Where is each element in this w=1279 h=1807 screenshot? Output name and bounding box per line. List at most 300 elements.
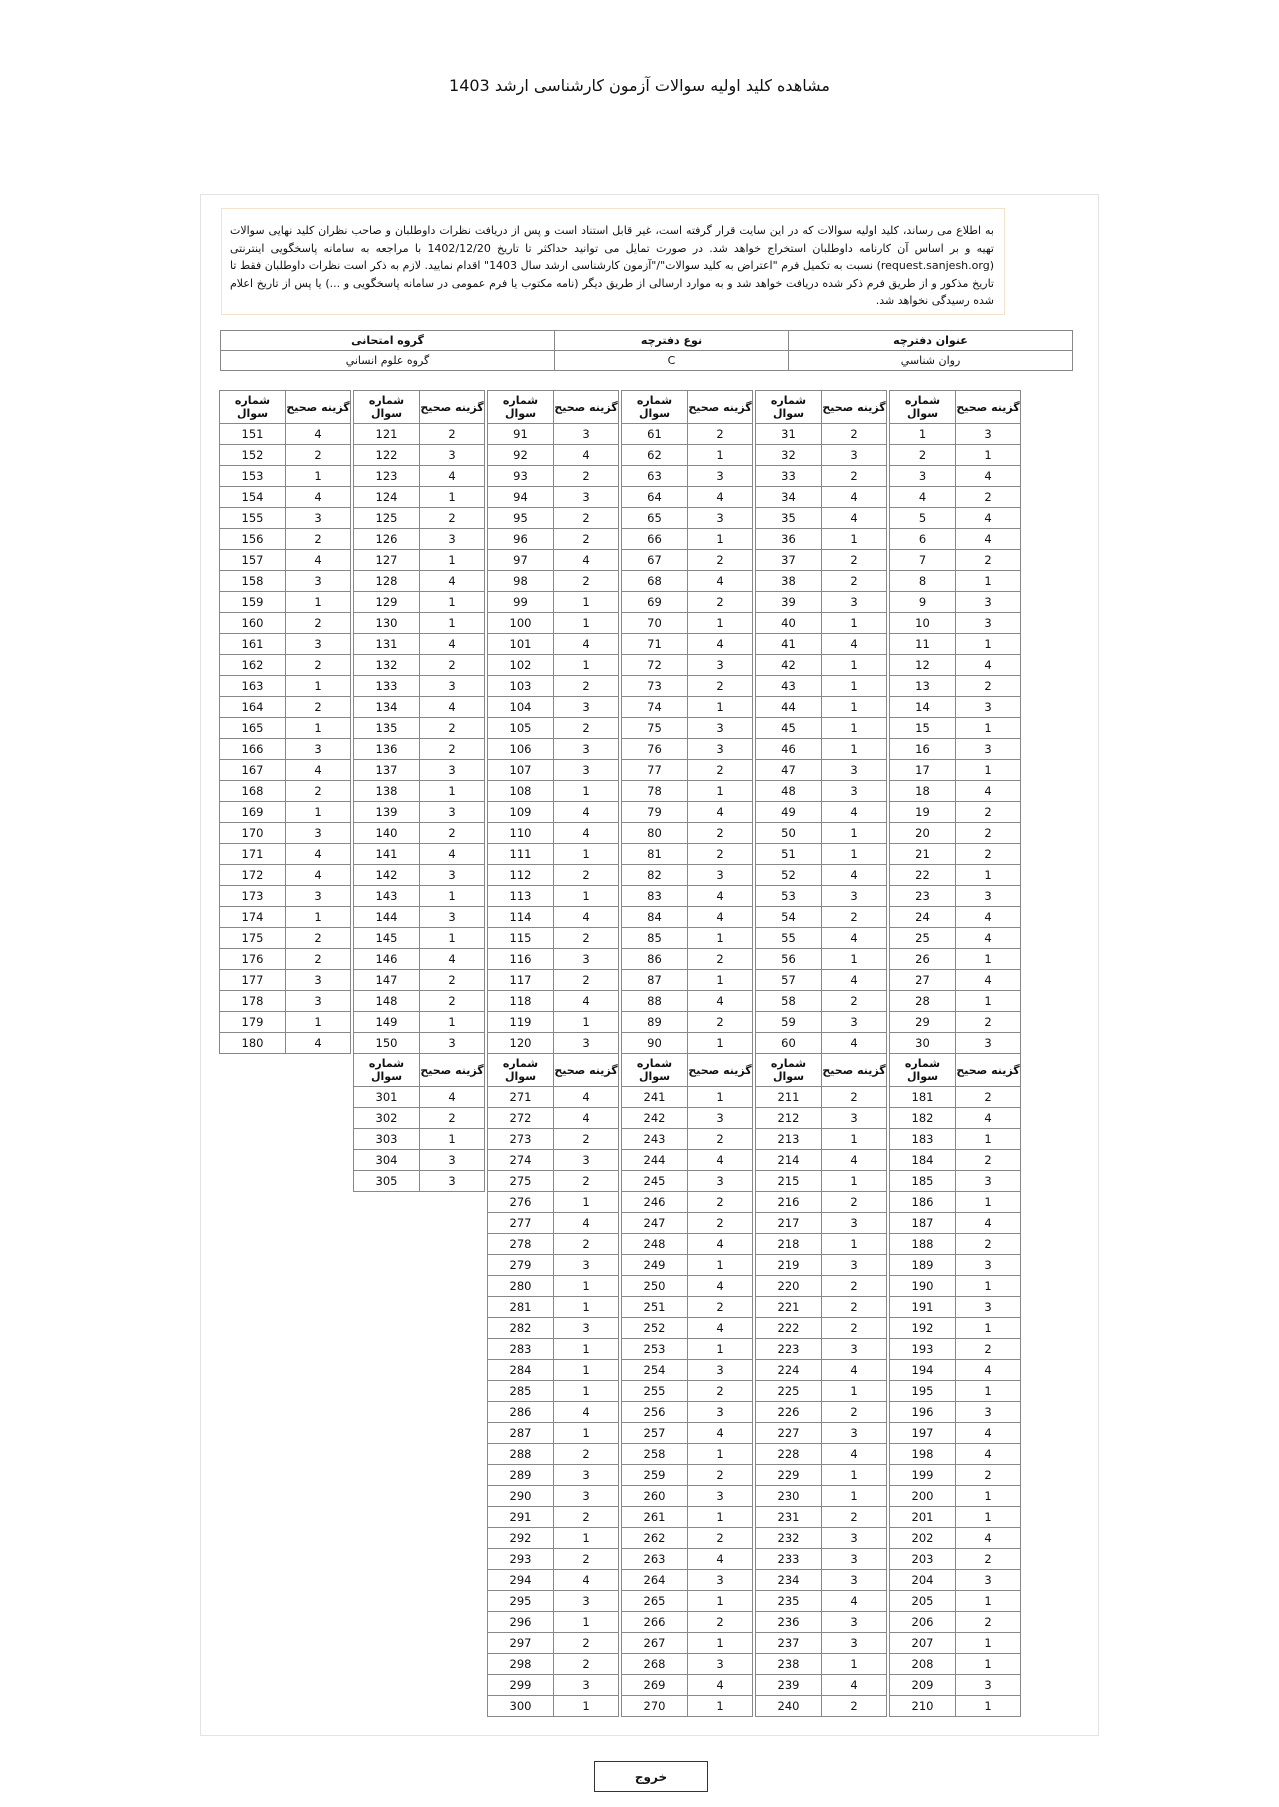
answer-key-row <box>354 571 485 592</box>
answer-key-row <box>488 445 619 466</box>
correct-answer-cell: 3 <box>822 445 887 466</box>
correct-answer-cell: 3 <box>554 424 619 445</box>
correct-answer-cell: 2 <box>286 655 351 676</box>
correct-answer-cell: 4 <box>956 1108 1021 1129</box>
answer-key-row <box>488 1171 619 1192</box>
question-number-cell: 130 <box>354 613 420 634</box>
answer-key-row <box>756 1360 887 1381</box>
question-number-cell: 58 <box>756 991 822 1012</box>
correct-answer-cell: 4 <box>822 1033 887 1054</box>
question-number-cell: 304 <box>354 1150 420 1171</box>
answer-key-row <box>622 1423 753 1444</box>
question-number-cell: 26 <box>890 949 956 970</box>
question-number-cell: 14 <box>890 697 956 718</box>
question-number-cell: 80 <box>622 823 688 844</box>
answer-key-row <box>890 634 1021 655</box>
correct-answer-cell: 4 <box>688 1318 753 1339</box>
question-number-cell: 51 <box>756 844 822 865</box>
question-number-cell: 175 <box>220 928 286 949</box>
answer-key-row <box>622 1276 753 1297</box>
answer-key-row <box>622 760 753 781</box>
correct-answer-cell: 3 <box>822 1549 887 1570</box>
answer-key-row <box>488 823 619 844</box>
question-number-cell: 274 <box>488 1150 554 1171</box>
answer-key-row <box>354 655 485 676</box>
question-number-cell: 210 <box>890 1696 956 1717</box>
answer-key-row <box>890 550 1021 571</box>
answer-key-row <box>354 823 485 844</box>
correct-answer-cell: 2 <box>688 949 753 970</box>
answer-key-row <box>488 1297 619 1318</box>
answer-key-row <box>622 445 753 466</box>
answer-key-row <box>220 550 351 571</box>
answer-key-row <box>622 1696 753 1717</box>
question-number-cell: 8 <box>890 571 956 592</box>
question-number-cell: 242 <box>622 1108 688 1129</box>
correct-answer-cell: 2 <box>822 1507 887 1528</box>
correct-answer-cell: 1 <box>554 844 619 865</box>
answer-key-row <box>488 1033 619 1054</box>
question-number-cell: 288 <box>488 1444 554 1465</box>
answer-key-row <box>488 844 619 865</box>
question-number-cell: 164 <box>220 697 286 718</box>
question-number-cell: 73 <box>622 676 688 697</box>
answer-key-row <box>354 991 485 1012</box>
booklet-title-value: روان شناسي <box>789 351 1073 371</box>
answer-key-row <box>756 1654 887 1675</box>
correct-answer-cell: 1 <box>688 1633 753 1654</box>
correct-answer-cell: 4 <box>554 907 619 928</box>
answer-key-row <box>622 1087 753 1108</box>
question-number-cell: 232 <box>756 1528 822 1549</box>
question-number-column-header: شماره سوال <box>220 391 286 424</box>
correct-answer-cell: 2 <box>956 487 1021 508</box>
answer-key-row <box>890 1012 1021 1033</box>
question-number-cell: 262 <box>622 1528 688 1549</box>
answer-key-row <box>354 865 485 886</box>
question-number-cell: 124 <box>354 487 420 508</box>
question-number-cell: 75 <box>622 718 688 739</box>
question-number-cell: 167 <box>220 760 286 781</box>
question-number-cell: 77 <box>622 760 688 781</box>
question-number-cell: 169 <box>220 802 286 823</box>
correct-answer-cell: 1 <box>822 739 887 760</box>
question-number-cell: 194 <box>890 1360 956 1381</box>
question-number-cell: 87 <box>622 970 688 991</box>
correct-answer-cell: 2 <box>554 1549 619 1570</box>
correct-answer-cell: 3 <box>822 1012 887 1033</box>
answer-key-row <box>756 1108 887 1129</box>
question-number-cell: 115 <box>488 928 554 949</box>
answer-key-table <box>755 390 887 1054</box>
correct-answer-cell: 2 <box>956 550 1021 571</box>
correct-answer-cell: 2 <box>822 1318 887 1339</box>
booklet-info-value-row <box>221 351 1073 371</box>
answer-key-row <box>488 1570 619 1591</box>
answer-key-row <box>622 550 753 571</box>
question-number-cell: 3 <box>890 466 956 487</box>
answer-key-row <box>488 1675 619 1696</box>
answer-key-row <box>756 970 887 991</box>
correct-answer-cell: 1 <box>688 1339 753 1360</box>
correct-answer-cell: 1 <box>420 1129 485 1150</box>
booklet-title-header: عنوان دفترچه <box>789 331 1073 351</box>
question-number-cell: 2 <box>890 445 956 466</box>
answer-key-row <box>488 1612 619 1633</box>
answer-key-row <box>354 1012 485 1033</box>
answer-key-row <box>220 634 351 655</box>
correct-answer-cell: 4 <box>554 1087 619 1108</box>
answer-key-row <box>890 487 1021 508</box>
correct-answer-cell: 4 <box>956 508 1021 529</box>
question-number-cell: 179 <box>220 1012 286 1033</box>
correct-answer-cell: 3 <box>286 571 351 592</box>
correct-answer-cell: 3 <box>688 1486 753 1507</box>
question-number-cell: 159 <box>220 592 286 613</box>
correct-answer-cell: 4 <box>420 949 485 970</box>
question-number-cell: 11 <box>890 634 956 655</box>
correct-answer-cell: 2 <box>822 1192 887 1213</box>
answer-key-row <box>354 844 485 865</box>
correct-answer-cell: 4 <box>688 1549 753 1570</box>
question-number-cell: 128 <box>354 571 420 592</box>
answer-key-row <box>220 991 351 1012</box>
correct-answer-cell: 4 <box>688 886 753 907</box>
correct-answer-cell: 4 <box>286 865 351 886</box>
question-number-cell: 279 <box>488 1255 554 1276</box>
correct-answer-cell: 2 <box>956 1339 1021 1360</box>
answer-key-row <box>756 1171 887 1192</box>
correct-answer-cell: 2 <box>286 697 351 718</box>
answer-key-row <box>890 592 1021 613</box>
question-number-cell: 235 <box>756 1591 822 1612</box>
answer-key-row <box>890 1675 1021 1696</box>
correct-answer-cell: 1 <box>956 445 1021 466</box>
answer-key-row <box>488 1339 619 1360</box>
question-number-cell: 22 <box>890 865 956 886</box>
answer-key-row <box>220 823 351 844</box>
answer-key-row <box>890 991 1021 1012</box>
correct-answer-cell: 2 <box>822 550 887 571</box>
correct-answer-cell: 4 <box>688 1276 753 1297</box>
question-number-cell: 142 <box>354 865 420 886</box>
answer-key-row <box>756 991 887 1012</box>
question-number-cell: 133 <box>354 676 420 697</box>
answer-key-row <box>488 529 619 550</box>
correct-answer-cell: 4 <box>822 970 887 991</box>
answer-key-row <box>890 1360 1021 1381</box>
answer-key-row <box>756 1591 887 1612</box>
correct-answer-cell: 3 <box>688 1171 753 1192</box>
notice-box: به اطلاع می رساند، کلید اولیه سوالات که در این سایت قرار گرفته است، غیر قابل استناد است و پس از دریافت نظرات داوطلبان و صاحب نظران کلید نهایی سوالات تهیه و بر اساس آن کارنامه داوطلبان استخراج خواهد شد. در صورت تمایل می توانید حداکثر تا تاریخ 1402/12/20 با مراجعه به سامانه پاسخگویی اینترنتی (request.sanjesh.org) نسبت به تکمیل فرم "اعتراض به کلید سوالات"/"آزمون کارشناسی ارشد سال 1403" اقدام نمایید. لازم به ذکر است نظرات داوطلبان فقط تا تاریخ مذکور و از طریق فرم ذکر شده دریافت خواهد شد و به موارد ارسالی از طریق دیگر (نامه مکتوب یا فرم عمومی در سامانه پاسخگویی و ...) یا پس از تاریخ اعلام شده رسیدگی نخواهد شد. <box>221 208 1005 315</box>
correct-answer-cell: 4 <box>688 802 753 823</box>
answer-key-table <box>621 390 753 1054</box>
question-number-cell: 188 <box>890 1234 956 1255</box>
correct-answer-cell: 4 <box>286 424 351 445</box>
answer-key-row <box>622 1528 753 1549</box>
question-number-cell: 260 <box>622 1486 688 1507</box>
question-number-column-header: شماره سوال <box>756 1054 822 1087</box>
question-number-cell: 239 <box>756 1675 822 1696</box>
answer-key-row <box>488 1696 619 1717</box>
answer-key-row <box>756 1150 887 1171</box>
question-number-cell: 13 <box>890 676 956 697</box>
answer-key-row <box>756 1318 887 1339</box>
correct-answer-cell: 2 <box>688 1129 753 1150</box>
correct-answer-cell: 3 <box>286 991 351 1012</box>
question-number-cell: 126 <box>354 529 420 550</box>
answer-key-row <box>488 508 619 529</box>
answer-key-row <box>220 445 351 466</box>
correct-answer-cell: 1 <box>956 1633 1021 1654</box>
question-number-cell: 215 <box>756 1171 822 1192</box>
exam-group-header: گروه امتحانی <box>221 331 555 351</box>
correct-answer-cell: 3 <box>822 1528 887 1549</box>
answer-key-table <box>219 390 351 1054</box>
correct-answer-cell: 1 <box>956 1591 1021 1612</box>
question-number-cell: 191 <box>890 1297 956 1318</box>
question-number-cell: 214 <box>756 1150 822 1171</box>
answer-key-row <box>890 1255 1021 1276</box>
question-number-cell: 76 <box>622 739 688 760</box>
answer-key-row <box>488 1381 619 1402</box>
question-number-cell: 93 <box>488 466 554 487</box>
question-number-cell: 265 <box>622 1591 688 1612</box>
answer-key-row <box>488 424 619 445</box>
question-number-cell: 298 <box>488 1654 554 1675</box>
question-number-cell: 53 <box>756 886 822 907</box>
answer-key-row <box>756 844 887 865</box>
question-number-cell: 74 <box>622 697 688 718</box>
question-number-cell: 120 <box>488 1033 554 1054</box>
answer-key-table <box>889 390 1021 1054</box>
answer-key-row <box>622 781 753 802</box>
question-number-cell: 299 <box>488 1675 554 1696</box>
correct-answer-cell: 1 <box>688 781 753 802</box>
answer-key-row <box>622 1297 753 1318</box>
question-number-cell: 19 <box>890 802 956 823</box>
correct-answer-cell: 1 <box>554 1696 619 1717</box>
answer-key-row <box>622 1339 753 1360</box>
answer-key-row <box>622 529 753 550</box>
correct-answer-cell: 2 <box>688 1192 753 1213</box>
correct-answer-cell: 3 <box>822 760 887 781</box>
correct-answer-cell: 2 <box>956 1465 1021 1486</box>
correct-answer-cell: 4 <box>286 844 351 865</box>
correct-answer-cell: 3 <box>688 508 753 529</box>
correct-answer-cell: 4 <box>688 1150 753 1171</box>
question-number-cell: 108 <box>488 781 554 802</box>
question-number-cell: 157 <box>220 550 286 571</box>
question-number-cell: 218 <box>756 1234 822 1255</box>
question-number-cell: 65 <box>622 508 688 529</box>
correct-answer-cell: 1 <box>554 1360 619 1381</box>
correct-answer-cell: 1 <box>420 928 485 949</box>
answer-key-row <box>488 655 619 676</box>
question-number-cell: 18 <box>890 781 956 802</box>
question-number-cell: 146 <box>354 949 420 970</box>
correct-answer-cell: 2 <box>286 613 351 634</box>
answer-key-row <box>488 1423 619 1444</box>
question-number-cell: 206 <box>890 1612 956 1633</box>
correct-answer-cell: 3 <box>956 592 1021 613</box>
question-number-cell: 170 <box>220 823 286 844</box>
correct-answer-cell: 2 <box>822 1087 887 1108</box>
answer-key-row <box>622 886 753 907</box>
correct-answer-cell: 4 <box>956 970 1021 991</box>
correct-answer-cell: 1 <box>420 592 485 613</box>
question-number-cell: 293 <box>488 1549 554 1570</box>
question-number-cell: 237 <box>756 1633 822 1654</box>
correct-answer-cell: 2 <box>822 424 887 445</box>
correct-answer-cell: 1 <box>688 1033 753 1054</box>
question-number-cell: 226 <box>756 1402 822 1423</box>
answer-key-table <box>353 390 485 1054</box>
correct-answer-cell: 2 <box>554 529 619 550</box>
question-number-cell: 207 <box>890 1633 956 1654</box>
question-number-column-header: شماره سوال <box>756 391 822 424</box>
question-number-cell: 143 <box>354 886 420 907</box>
correct-answer-cell: 4 <box>554 1570 619 1591</box>
answer-key-row <box>756 739 887 760</box>
correct-answer-cell: 1 <box>822 718 887 739</box>
question-number-cell: 300 <box>488 1696 554 1717</box>
answer-key-row <box>488 718 619 739</box>
answer-key-row <box>890 1234 1021 1255</box>
exit-button[interactable]: خروج <box>594 1761 708 1792</box>
answer-key-row <box>488 1360 619 1381</box>
question-number-cell: 222 <box>756 1318 822 1339</box>
question-number-cell: 200 <box>890 1486 956 1507</box>
answer-key-header-row <box>488 391 619 424</box>
question-number-cell: 145 <box>354 928 420 949</box>
correct-answer-cell: 1 <box>420 886 485 907</box>
correct-answer-cell: 1 <box>554 592 619 613</box>
correct-answer-cell: 4 <box>420 697 485 718</box>
answer-key-row <box>354 949 485 970</box>
answer-key-row <box>488 928 619 949</box>
correct-answer-cell: 4 <box>420 571 485 592</box>
question-number-cell: 106 <box>488 739 554 760</box>
answer-key-row <box>488 1318 619 1339</box>
correct-answer-cell: 3 <box>956 1570 1021 1591</box>
correct-answer-cell: 3 <box>420 1150 485 1171</box>
answer-key-row <box>890 1108 1021 1129</box>
question-number-cell: 69 <box>622 592 688 613</box>
correct-answer-cell: 3 <box>822 1339 887 1360</box>
answer-key-row <box>890 760 1021 781</box>
question-number-cell: 245 <box>622 1171 688 1192</box>
correct-answer-cell: 3 <box>286 970 351 991</box>
question-number-cell: 149 <box>354 1012 420 1033</box>
question-number-cell: 244 <box>622 1150 688 1171</box>
correct-answer-cell: 4 <box>554 823 619 844</box>
question-number-cell: 89 <box>622 1012 688 1033</box>
correct-answer-cell: 4 <box>554 1108 619 1129</box>
answer-key-row <box>756 1087 887 1108</box>
answer-key-row <box>220 1012 351 1033</box>
answer-key-row <box>488 1192 619 1213</box>
question-number-cell: 82 <box>622 865 688 886</box>
question-number-cell: 138 <box>354 781 420 802</box>
answer-key-row <box>488 1591 619 1612</box>
question-number-cell: 256 <box>622 1402 688 1423</box>
answer-key-row <box>622 1150 753 1171</box>
correct-answer-cell: 1 <box>822 823 887 844</box>
question-number-cell: 189 <box>890 1255 956 1276</box>
answer-key-row <box>488 1276 619 1297</box>
question-number-cell: 302 <box>354 1108 420 1129</box>
answer-key-row <box>890 907 1021 928</box>
correct-answer-cell: 3 <box>688 1654 753 1675</box>
answer-key-row <box>622 1255 753 1276</box>
answer-key-row <box>756 1549 887 1570</box>
correct-answer-cell: 4 <box>688 1675 753 1696</box>
answer-key-row <box>756 529 887 550</box>
correct-answer-cell: 2 <box>956 844 1021 865</box>
question-number-cell: 230 <box>756 1486 822 1507</box>
correct-answer-cell: 1 <box>420 781 485 802</box>
question-number-cell: 101 <box>488 634 554 655</box>
answer-key-row <box>622 1171 753 1192</box>
answer-key-row <box>488 634 619 655</box>
correct-answer-cell: 2 <box>554 508 619 529</box>
answer-key-row <box>890 676 1021 697</box>
answer-key-row <box>622 508 753 529</box>
answer-key-row <box>354 970 485 991</box>
question-number-cell: 114 <box>488 907 554 928</box>
question-number-cell: 36 <box>756 529 822 550</box>
question-number-cell: 220 <box>756 1276 822 1297</box>
question-number-cell: 68 <box>622 571 688 592</box>
question-number-cell: 33 <box>756 466 822 487</box>
answer-key-row <box>488 1549 619 1570</box>
question-number-cell: 81 <box>622 844 688 865</box>
question-number-column-header: شماره سوال <box>354 391 420 424</box>
question-number-cell: 178 <box>220 991 286 1012</box>
correct-answer-cell: 2 <box>688 1612 753 1633</box>
answer-key-row <box>220 592 351 613</box>
question-number-cell: 287 <box>488 1423 554 1444</box>
answer-key-row <box>220 613 351 634</box>
correct-answer-cell: 4 <box>554 634 619 655</box>
answer-key-row <box>220 865 351 886</box>
question-number-cell: 112 <box>488 865 554 886</box>
answer-key-row <box>890 424 1021 445</box>
answer-key-row <box>488 970 619 991</box>
question-number-cell: 211 <box>756 1087 822 1108</box>
correct-answer-cell: 4 <box>956 928 1021 949</box>
correct-answer-cell: 2 <box>956 1087 1021 1108</box>
question-number-cell: 9 <box>890 592 956 613</box>
answer-key-row <box>622 613 753 634</box>
correct-answer-cell: 2 <box>554 571 619 592</box>
question-number-cell: 150 <box>354 1033 420 1054</box>
answer-key-row <box>354 445 485 466</box>
question-number-cell: 109 <box>488 802 554 823</box>
question-number-cell: 240 <box>756 1696 822 1717</box>
answer-key-row <box>890 1402 1021 1423</box>
correct-answer-cell: 1 <box>822 1381 887 1402</box>
answer-key-row <box>220 508 351 529</box>
booklet-info-table <box>220 330 1073 371</box>
correct-answer-cell: 3 <box>420 907 485 928</box>
question-number-cell: 219 <box>756 1255 822 1276</box>
answer-key-row <box>488 865 619 886</box>
answer-column-header: گزینه صحیح <box>822 391 887 424</box>
correct-answer-cell: 2 <box>822 991 887 1012</box>
correct-answer-cell: 2 <box>554 718 619 739</box>
